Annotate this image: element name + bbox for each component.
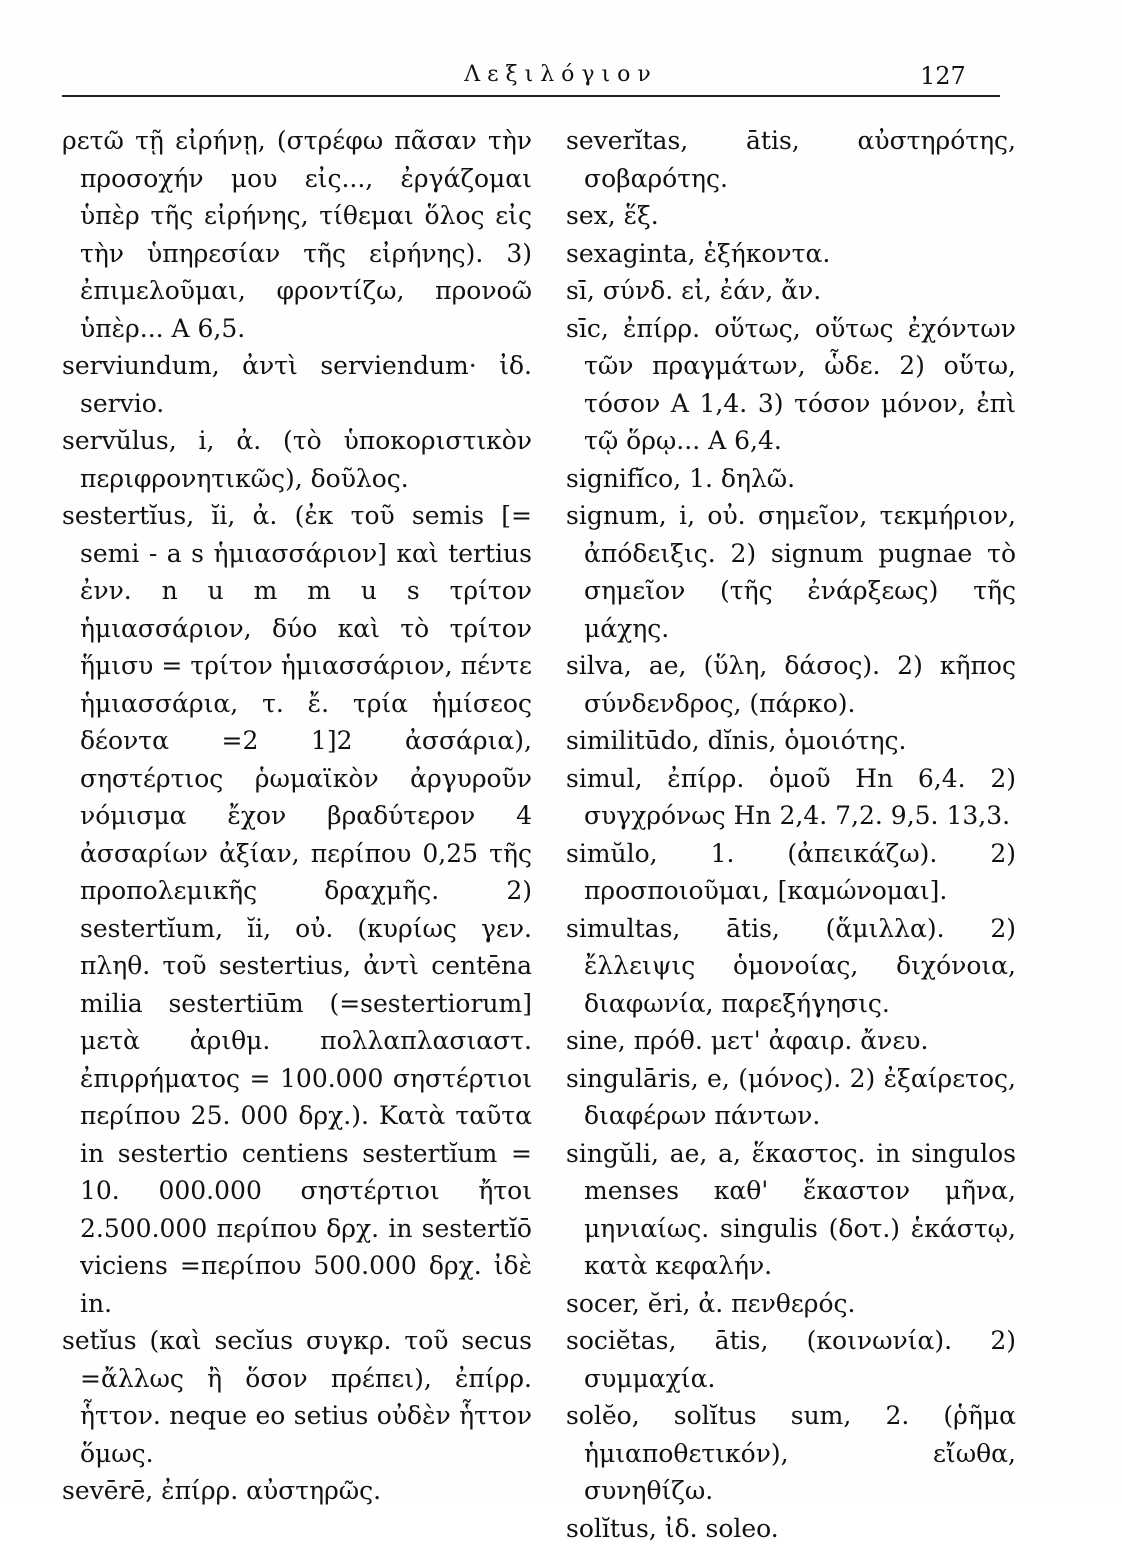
entry-similitudo: similitūdo, dĭnis, ὁμοιότης.	[566, 722, 1016, 760]
left-column	[62, 122, 532, 1510]
entry-serviundum: serviundum, ἀντὶ serviendum· ἰδ. servio.	[62, 347, 532, 422]
entry-sic: sīc, ἐπίρρ. οὕτως, οὕτως ἐχόντων τῶν πραγμάτων, ὧδε. 2) οὕτω, τόσον Α 1,4. 3) τόσον μόνον, ἐπὶ τῷ ὅρῳ... Α 6,4.	[566, 310, 1016, 460]
entry-simulo: simŭlo, 1. (ἀπεικάζω). 2) προσποιοῦμαι, [καμώνομαι].	[566, 835, 1016, 910]
entry-sex: sex, ἕξ.	[566, 197, 1016, 235]
entry-sexaginta: sexaginta, ἑξήκοντα.	[566, 235, 1016, 273]
entry-societas: sociĕtas, ātis, (κοινωνία). 2) συμμαχία.	[566, 1322, 1016, 1397]
entry-signum: signum, i, οὐ. σημεῖον, τεκμήριον, ἀπόδειξις. 2) signum pugnae τὸ σημεῖον (τῆς ἐνάρξεως) τῆς μάχης.	[566, 497, 1016, 647]
entry-singularis: singulāris, e, (μόνος). 2) ἐξαίρετος, διαφέρων πάντων.	[566, 1060, 1016, 1135]
entry-silva: silva, ae, (ὕλη, δάσος). 2) κῆπος σύνδενδρος, (πάρκο).	[566, 647, 1016, 722]
entry-severe: sevērē, ἐπίρρ. αὐστηρῶς.	[62, 1472, 532, 1510]
entry-singuli: singŭli, ae, a, ἕκαστος. in singulos menses καθ' ἕκαστον μῆνα, μηνιαίως. singulis (δοτ.) ἑκάστῳ, κατὰ κεφαλήν.	[566, 1135, 1016, 1285]
entry-continuation: ρετῶ τῇ εἰρήνῃ, (στρέφω πᾶσαν τὴν προσοχήν μου εἰς..., ἐργάζομαι ὑπὲρ τῆς εἰρήνης, τίθεμαι ὅλος εἰς τὴν ὑπηρεσίαν τῆς εἰρήνης). 3) ἐπιμελοῦμαι, φροντίζω, προνοῶ ὑπὲρ... Α 6,5.	[62, 122, 532, 347]
entry-severitas: severĭtas, ātis, αὐστηρότης, σοβαρότης.	[566, 122, 1016, 197]
entry-sestertius: sestertĭus, ĭi, ἀ. (ἐκ τοῦ semis [= semi - a s ἡμιασσάριον] καὶ tertius ἐνν. n u m m u s τρίτον ἡμιασσάριον, δύο καὶ τὸ τρίτον ἥμισυ = τρίτον ἡμιασσάριον, πέντε ἡμιασσάρια, τ. ἔ. τρία ἡμίσεος δέοντα =2 1]2 ἀσσάρια), σηστέρτιος ῥωμαϊκὸν ἀργυροῦν νόμισμα ἔχον βραδύτερον 4 ἀσσαρίων ἀξίαν, περίπου 0,25 τῆς προπολεμικῆς δραχμῆς. 2) sestertĭum, ĭi, οὐ. (κυρίως γεν. πληθ. τοῦ sestertius, ἀντὶ centēna milia sestertiūm (=sestertiorum] μετὰ ἀριθμ. πολλαπλασιαστ. ἐπιρρήματος = 100.000 σηστέρτιοι περίπου 25. 000 δρχ.). Κατὰ ταῦτα in sestertio centiens sestertĭum = 10. 000.000 σηστέρτιοι ἤτοι 2.500.000 περίπου δρχ. in sestertĭō viciens =περίπου 500.000 δρχ. ἰδὲ in.	[62, 497, 532, 1322]
running-header-title: Λεξιλόγιον	[0, 62, 1122, 87]
entry-simultas: simultas, ātis, (ἅμιλλα). 2) ἔλλειψις ὁμονοίας, διχόνοια, διαφωνία, παρεξήγησις.	[566, 910, 1016, 1023]
entry-setius: setĭus (καὶ secĭus συγκρ. τοῦ secus =ἄλλως ἢ ὅσον πρέπει), ἐπίρρ. ἧττον. neque eo setius οὐδὲν ἧττον ὅμως.	[62, 1322, 532, 1472]
entry-si: sī, σύνδ. εἰ, ἐάν, ἄν.	[566, 272, 1016, 310]
entry-soleo: solĕo, solĭtus sum, 2. (ῥῆμα ἡμιαποθετικόν), εἴωθα, συνηθίζω.	[566, 1397, 1016, 1510]
right-column	[566, 122, 1016, 1547]
entry-solitus: solĭtus, ἰδ. soleo.	[566, 1510, 1016, 1547]
entry-significo: signifĭco, 1. δηλῶ.	[566, 460, 1016, 498]
entry-simul: simul, ἐπίρρ. ὁμοῦ Hn 6,4. 2) συγχρόνως Hn 2,4. 7,2. 9,5. 13,3.	[566, 760, 1016, 835]
page-number: 127	[920, 62, 966, 90]
entry-socer: socer, ĕri, ἀ. πενθερός.	[566, 1285, 1016, 1323]
entry-sine: sine, πρόθ. μετ' ἀφαιρ. ἄνευ.	[566, 1022, 1016, 1060]
header-rule	[62, 95, 1000, 97]
entry-servulus: servŭlus, i, ἀ. (τὸ ὑποκοριστικὸν περιφρονητικῶς), δοῦλος.	[62, 422, 532, 497]
